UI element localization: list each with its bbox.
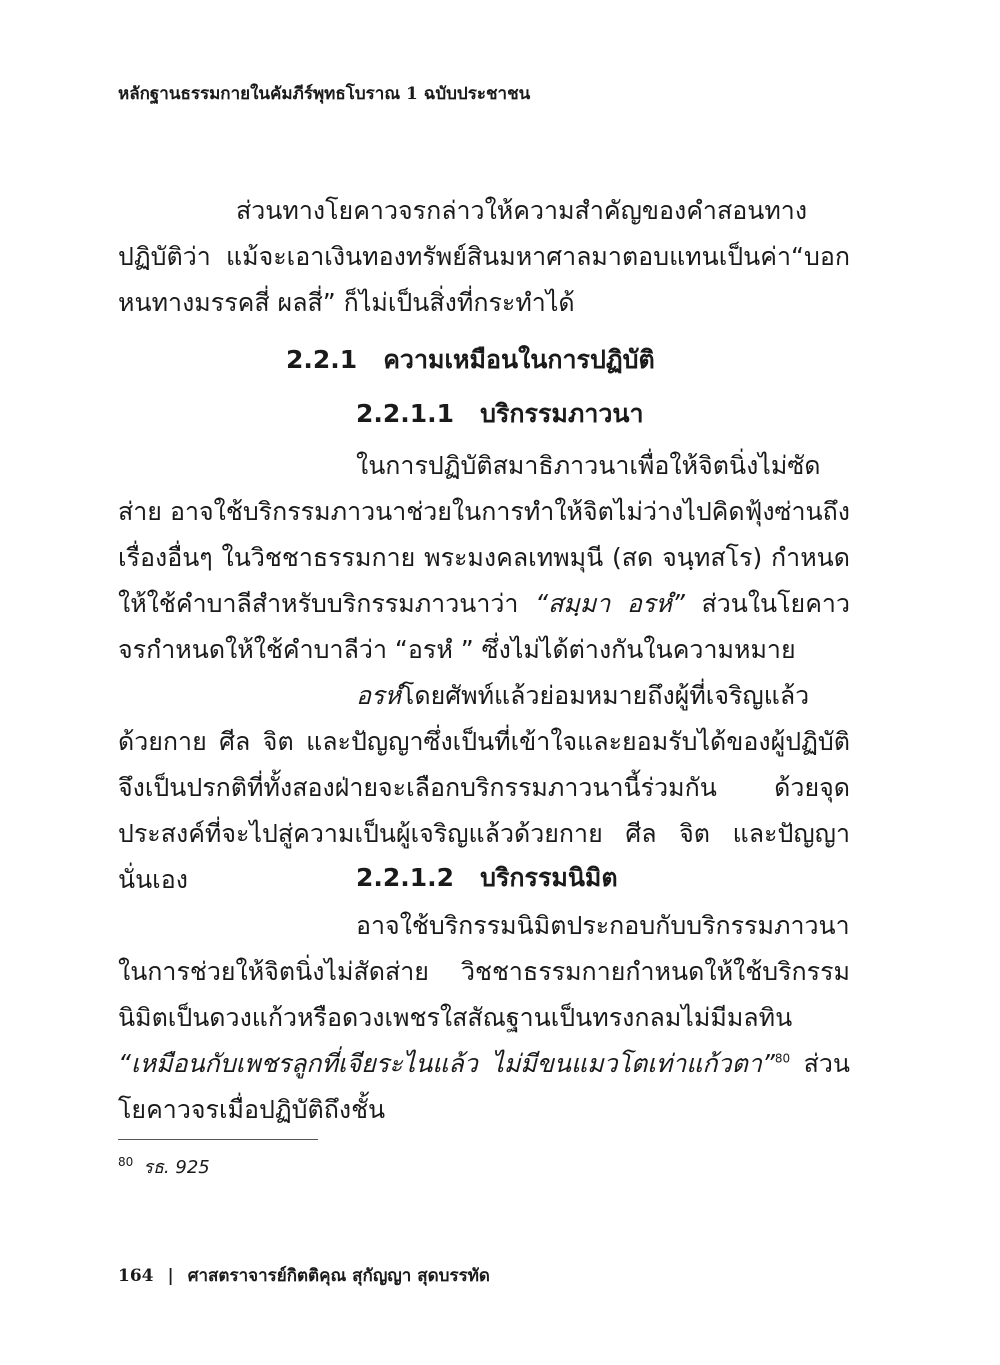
- paragraph-text: ส่วนโยคาวจรเมื่อปฏิบัติถึงชั้น: [118, 1049, 850, 1124]
- quoted-description: “เหมือนกับเพชรลูกที่เจียระไนแล้ว ไม่มีขนแมวโตเท่าแก้วตา”: [118, 1049, 775, 1078]
- paragraph-text: ในการปฏิบัติสมาธิภาวนาเพื่อให้จิตนิ่งไม่ซัดส่าย อาจใช้บริกรรมภาวนาช่วยในการทำให้จิตไม่ว่างไปคิดฟุ้งซ่านถึงเรื่องอื่นๆ ในวิชชาธรรมกาย พระมงคลเทพมุนี (สด จนฺทสโร) กำหนดให้ใช้คำบาลีสำหรับบริกรรมภาวนาว่า: [118, 451, 850, 618]
- pali-phrase: “สมฺมา อรหํ”: [535, 589, 685, 618]
- footnote-reference[interactable]: 80: [774, 1051, 791, 1066]
- intro-text: ส่วนทางโยคาวจรกล่าวให้ความสำคัญของคำสอนทางปฏิบัติว่า แม้จะเอาเงินทองทรัพย์สินมหาศาลมาตอบแทนเป็นค่า“บอกหนทางมรรคสี่ ผลสี่” ก็ไม่เป็นสิ่งที่กระทำได้: [118, 196, 850, 317]
- section-heading-2-2-1: [286, 340, 655, 380]
- footnote-text: รธ. 925: [143, 1157, 210, 1178]
- section-title: บริกรรมภาวนา: [480, 399, 644, 428]
- section-title: ความเหมือนในการปฏิบัติ: [383, 345, 655, 374]
- footnote-divider: [118, 1139, 318, 1140]
- paragraph-chanting: [118, 443, 850, 673]
- section-heading-2-2-1-2: [356, 858, 618, 898]
- footnote-number: 80: [118, 1155, 134, 1169]
- section-title: บริกรรมนิมิต: [480, 863, 618, 892]
- intro-paragraph: [118, 188, 850, 326]
- author-name: ศาสตราจารย์กิตติคุณ สุกัญญา สุดบรรทัด: [187, 1266, 490, 1286]
- section-number: 2.2.1.2: [356, 863, 455, 892]
- page-footer: [118, 1262, 490, 1289]
- paragraph-nimitta: [118, 903, 850, 1133]
- section-number: 2.2.1: [286, 345, 358, 374]
- paragraph-text: ส่วนในโยคาวจรกำหนดให้ใช้คำบาลีว่า “อรหํ ” ซึ่งไม่ได้ต่างกันในความหมาย: [118, 589, 851, 664]
- page-number: 164: [118, 1266, 154, 1286]
- paragraph-text: อาจใช้บริกรรมนิมิตประกอบกับบริกรรมภาวนาในการช่วยให้จิตนิ่งไม่สัดส่าย วิชชาธรรมกายกำหนดให้ใช้บริกรรมนิมิตเป็นดวงแก้วหรือดวงเพชรใสสัณฐานเป็นทรงกลมไม่มีมลทิน: [118, 911, 850, 1032]
- running-head: หลักฐานธรรมกายในคัมภีร์พุทธโบราณ 1 ฉบับประชาชน: [118, 84, 531, 104]
- section-number: 2.2.1.1: [356, 399, 455, 428]
- footer-separator: |: [167, 1266, 174, 1286]
- footnote: [118, 1152, 210, 1181]
- pali-term: อรหํ: [356, 681, 401, 710]
- paragraph-text: โดยศัพท์แล้วย่อมหมายถึงผู้ที่เจริญแล้วด้วยกาย ศีล จิต และปัญญาซึ่งเป็นที่เข้าใจและยอมรับได้ของผู้ปฏิบัติ จึงเป็นปรกติที่ทั้งสองฝ่ายจะเลือกบริกรรมภาวนานี้ร่วมกัน ด้วยจุดประสงค์ที่จะไปสู่ความเป็นผู้เจริญแล้วด้วยกาย ศีล จิต และปัญญานั่นเอง: [118, 681, 850, 894]
- section-heading-2-2-1-1: [356, 394, 644, 434]
